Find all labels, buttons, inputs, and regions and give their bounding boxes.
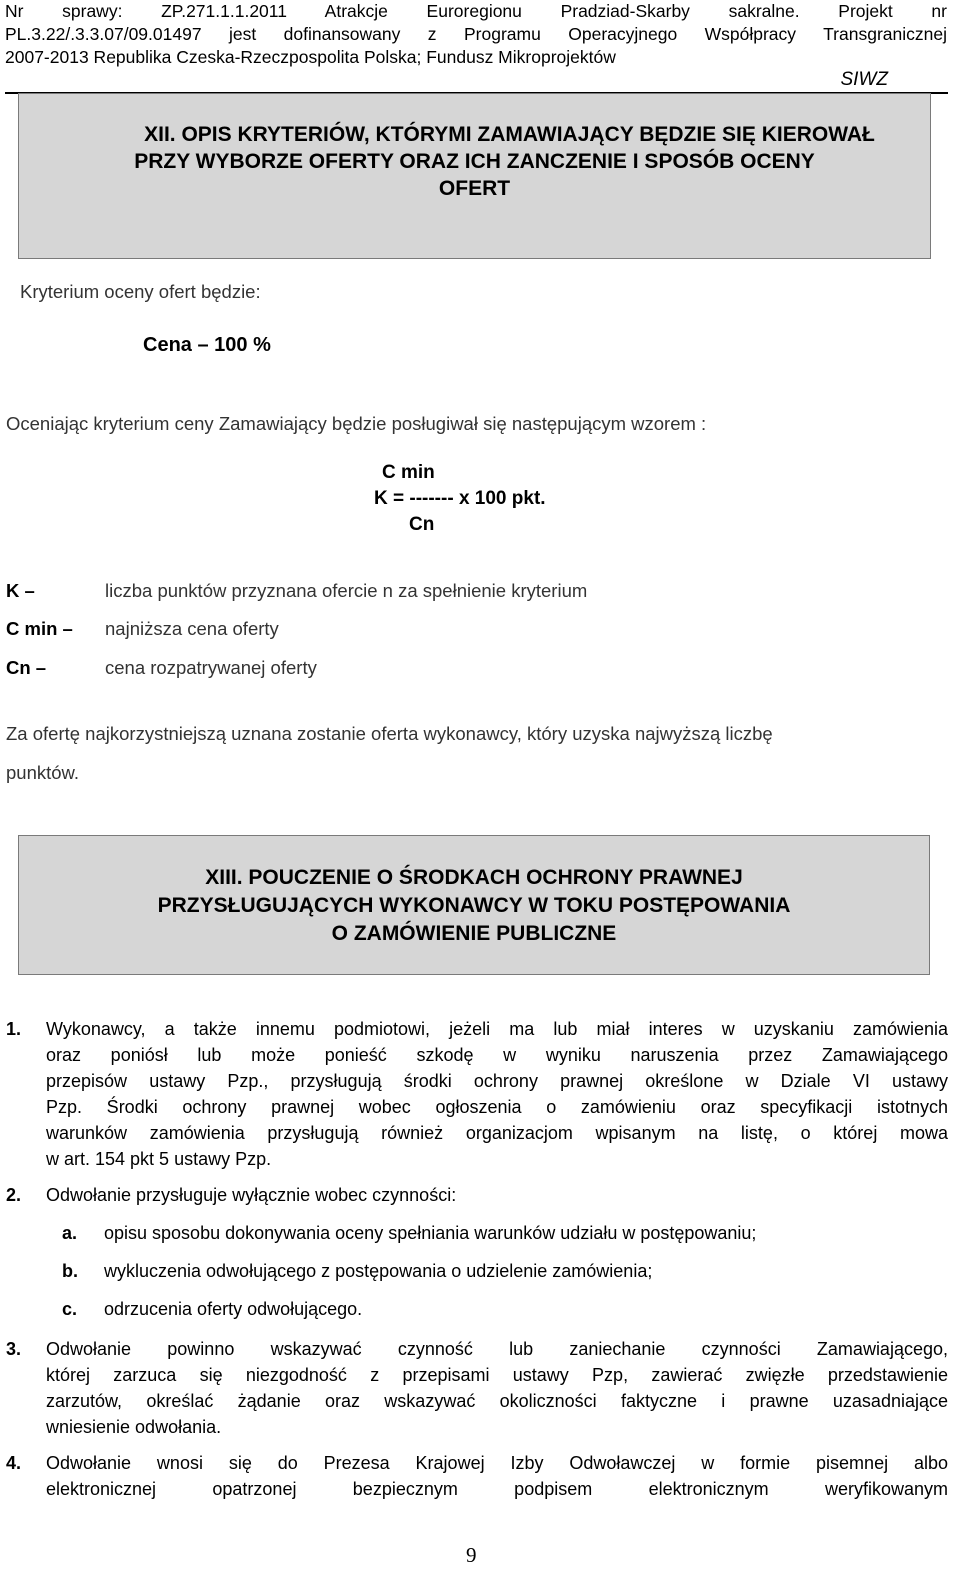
text-line: przepisów ustawy Pzp., przysługują środki ochrony prawnej określone w Dziale VI ustawy [46, 1071, 948, 1091]
section-12-line-3: OFERT [438, 177, 511, 200]
list-item-number: 4. [6, 1453, 22, 1473]
sub-item-letter: a. [62, 1223, 78, 1243]
text-line: elektronicznej opatrzonej bezpiecznym podpisem elektronicznym weryfikowanym [46, 1479, 948, 1499]
text-line: w art. 154 pkt 5 ustawy Pzp. [46, 1149, 272, 1169]
page-number: 9 [466, 1543, 477, 1567]
text-line: oraz poniósł lub może ponieść szkodę w wyniku naruszenia przez Zamawiającego [46, 1045, 948, 1065]
list-item-text [46, 1336, 948, 1440]
header-line-2: PL.3.22/.3.3.07/09.01497 jest dofinansowany z Programu Operacyjnego Współpracy Transgranicznej [5, 24, 947, 44]
sub-item-text: odrzucenia oferty odwołującego. [104, 1299, 363, 1319]
text-line: Odwołanie wnosi się do Prezesa Krajowej Izby Odwoławczej w formie pisemnej albo [46, 1453, 948, 1473]
list-item-number: 3. [6, 1339, 22, 1359]
formula-numerator: C min [382, 462, 435, 483]
list-item-text [46, 1016, 948, 1172]
text-line: Odwołanie powinno wskazywać czynność lub zaniechanie czynności Zamawiającego, [46, 1339, 948, 1359]
list-item-text: Odwołanie przysługuje wyłącznie wobec czynności: [46, 1185, 457, 1205]
section-13-line-1: XIII. POUCZENIE O ŚRODKACH OCHRONY PRAWNEJ [205, 866, 743, 889]
section-13-line-2: PRZYSŁUGUJĄCYCH WYKONAWCY W TOKU POSTĘPOWANIA [157, 894, 791, 917]
text-line: Wykonawcy, a także innemu podmiotowi, jeżeli ma lub miał interes w uzyskaniu zamówienia [46, 1019, 948, 1039]
definition-desc: najniższa cena oferty [105, 618, 279, 639]
section-12-heading [18, 93, 931, 259]
sub-item-text: wykluczenia odwołującego z postępowania o udzielenie zamówienia; [104, 1261, 653, 1281]
sub-item-text: opisu sposobu dokonywania oceny spełniania warunków udziału w postępowaniu; [104, 1223, 757, 1243]
best-offer-line-1: Za ofertę najkorzystniejszą uznana zostanie oferta wykonawcy, który uzyska najwyższą liczbę [6, 723, 773, 744]
definition-term: Cn – [6, 657, 47, 678]
text-line: warunków zamówienia przysługują również organizacjom wpisanym na listę, o której mowa [46, 1123, 948, 1143]
section-13-heading [18, 835, 930, 975]
formula-main: K = ------- x 100 pkt. [374, 488, 546, 509]
section-13-line-3: O ZAMÓWIENIE PUBLICZNE [331, 922, 617, 945]
document-header [5, 0, 947, 69]
formula-intro: Oceniając kryterium ceny Zamawiający będzie posługiwał się następującym wzorem : [6, 413, 707, 434]
definition-desc: cena rozpatrywanej oferty [105, 657, 317, 678]
list-item-number: 2. [6, 1185, 22, 1205]
list-item-text [46, 1450, 948, 1502]
section-12-line-2: PRZY WYBORZE OFERTY ORAZ ICH ZANCZENIE I SPOSÓB OCENY [134, 150, 815, 173]
sub-item-letter: c. [62, 1299, 78, 1319]
sub-item-letter: b. [62, 1261, 78, 1281]
text-line: zarzutów, określać żądanie oraz wskazywać okoliczności faktyczne i prawne uzasadniające [46, 1391, 948, 1411]
text-line: której zarzuca się niezgodność z przepisami ustawy Pzp, zawierać zwięzłe przedstawienie [46, 1365, 948, 1385]
definition-desc: liczba punktów przyznana ofercie n za spełnienie kryterium [105, 580, 588, 601]
section-12-line-1: XII. OPIS KRYTERIÓW, KTÓRYMI ZAMAWIAJĄCY BĘDZIE SIĘ KIEROWAŁ [144, 123, 875, 146]
criterion-value: Cena – 100 % [143, 334, 271, 356]
best-offer-line-2: punktów. [6, 762, 80, 783]
list-item-number: 1. [6, 1019, 22, 1039]
criterion-intro: Kryterium oceny ofert będzie: [20, 281, 261, 302]
header-line-1: Nr sprawy: ZP.271.1.1.2011 Atrakcje Euroregionu Pradziad-Skarby sakralne. Projekt nr [5, 1, 947, 21]
header-line-3: 2007-2013 Republika Czeska-Rzeczpospolita Polska; Fundusz Mikroprojektów [5, 47, 616, 67]
definition-term: K – [6, 580, 35, 601]
text-line: wniesienie odwołania. [46, 1417, 222, 1437]
price-formula [374, 460, 546, 538]
text-line: Pzp. Środki ochrony prawnej wobec ogłoszenia o zamówieniu oraz specyfikacji istotnych [46, 1097, 948, 1117]
siwz-label: SIWZ [840, 69, 888, 90]
definition-term: C min – [6, 618, 73, 639]
formula-denominator: Cn [409, 514, 435, 535]
